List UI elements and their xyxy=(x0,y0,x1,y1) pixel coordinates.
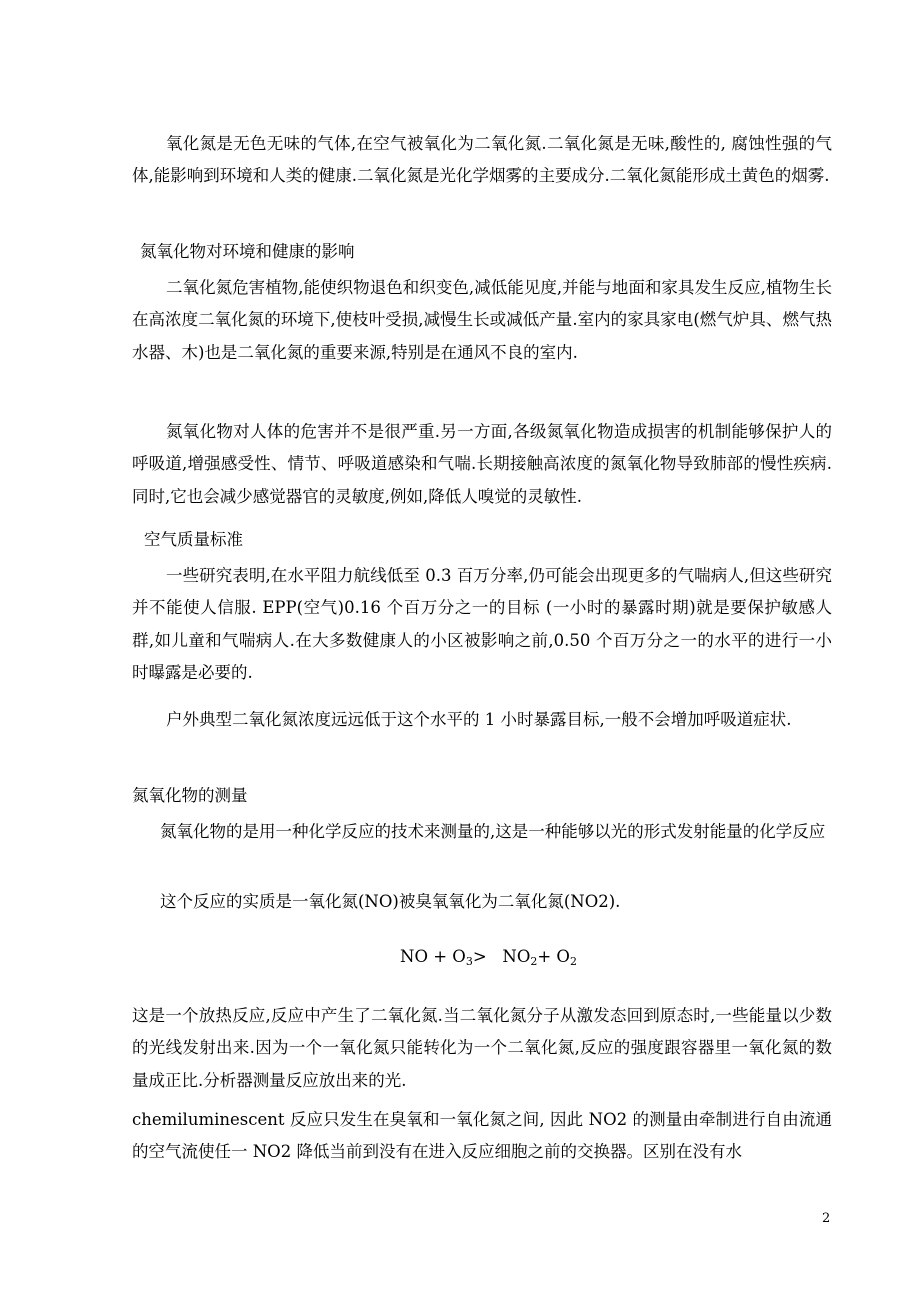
formula-o2-subscript: 2 xyxy=(569,955,577,968)
formula-no2-subscript: 2 xyxy=(530,955,538,968)
page-number: 2 xyxy=(822,1211,831,1226)
formula-o3-subscript: 3 xyxy=(465,955,473,968)
formula-reactants: NO + O xyxy=(400,947,466,966)
paragraph-outdoor-levels: 户外典型二氧化氮浓度远远低于这个水平的 1 小时暴露目标,一般不会增加呼吸道症状. xyxy=(166,710,792,729)
paragraph-human-health: 氮氧化物对人体的危害并不是很严重.另一方面,各级氮氧化物造成损害的机制能够保护人的呼吸道,增强感受性、情节、呼吸道感染和气喘.长期接触高浓度的氮氧化物导致肺部的慢性疾病.同时,它也会减少感觉器官的灵敏度,例如,降低人嗅觉的灵敏性. xyxy=(132,422,832,506)
heading-environment-health: 氮氧化物对环境和健康的影响 xyxy=(140,242,355,261)
heading-measurement: 氮氧化物的测量 xyxy=(132,786,248,805)
heading-air-quality-standard: 空气质量标准 xyxy=(144,530,243,549)
paragraph-ozone-reaction: chemiluminescent 反应只发生在臭氧和一氧化氮之间, 因此 NO2 的测量由牵制进行自由流通的空气流使任一 NO2 降低当前到没有在进入反应细胞之前的交换器。区别在没有水 xyxy=(132,1110,832,1162)
reaction-formula xyxy=(400,945,577,969)
formula-product-o: + O xyxy=(537,947,570,966)
paragraph-research: 一些研究表明,在水平阻力航线低至 0.3 百万分率,仍可能会出现更多的气喘病人,但这些研究并不能使人信服. EPP(空气)0.16 个百万分之一的目标 (一小时的暴露时期)就是要保护敏感人群,如儿童和气喘病人.在大多数健康人的小区被影响之前,0.50 个百万分之一的水平的进行一小时曝露是必要的. xyxy=(132,566,832,683)
paragraph-chemiluminescence: 氮氧化物的是用一种化学反应的技术来测量的,这是一种能够以光的形式发射能量的化学反应 xyxy=(160,822,826,841)
paragraph-plant-damage: 二氧化氮危害植物,能使织物退色和织变色,减低能见度,并能与地面和家具发生反应,植物生长在高浓度二氧化氮的环境下,使枝叶受损,减慢生长或减低产量.室内的家具家电(燃气炉具、燃气热水器、木)也是二氧化氮的重要来源,特别是在通风不良的室内. xyxy=(132,278,832,362)
paragraph-reaction-essence: 这个反应的实质是一氧化氮(NO)被臭氧氧化为二氧化氮(NO2). xyxy=(160,892,621,911)
formula-arrow: > xyxy=(472,947,503,966)
paragraph-nox-intro: 氧化氮是无色无味的气体,在空气被氧化为二氧化氮.二氧化氮是无味,酸性的, 腐蚀性强的气体,能影响到环境和人类的健康.二氧化氮是光化学烟雾的主要成分.二氧化氮能形成土黄色的烟雾. xyxy=(132,134,832,186)
paragraph-exothermic: 这是一个放热反应,反应中产生了二氧化氮.当二氧化氮分子从激发态回到原态时,一些能量以少数的光线发射出来.因为一个一氧化氮只能转化为一个二氧化氮,反应的强度跟容器里一氧化氮的数量成正比.分析器测量反应放出来的光. xyxy=(132,1006,832,1090)
formula-product-no: NO xyxy=(502,947,531,966)
